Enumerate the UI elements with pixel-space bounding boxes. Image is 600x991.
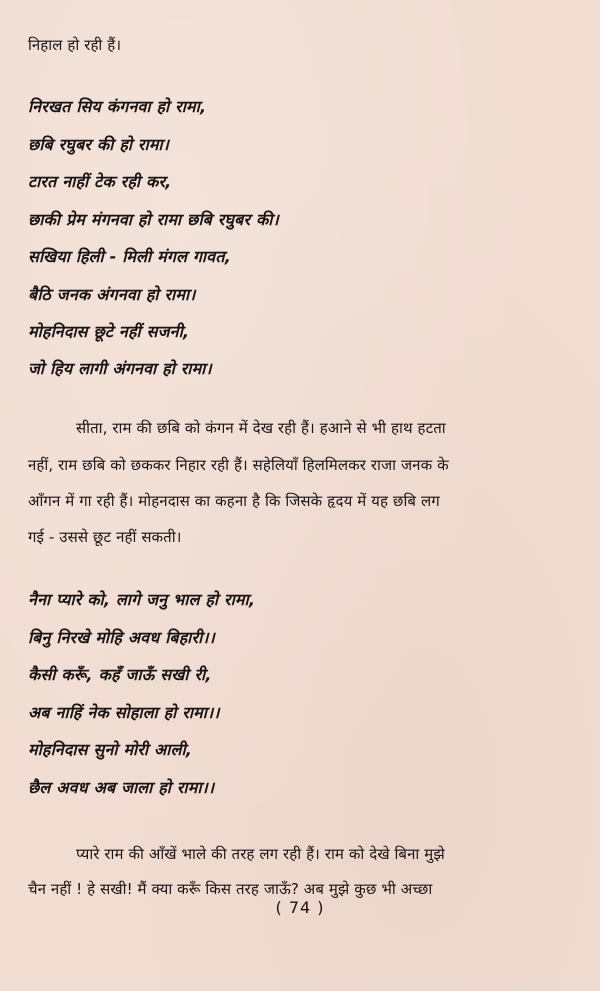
verse-line: बिनु निरखे मोहि अवध बिहारी।।	[28, 628, 215, 647]
verse-line: नैना प्यारे को, लागे जनु भाल हो रामा,	[28, 590, 256, 609]
verse-line: मोहनिदास सुनो मोरी आली,	[28, 740, 193, 759]
verse-line: बैठि जनक अंगनवा हो रामा।	[28, 285, 196, 304]
verse-line: छाकी प्रेम मंगनवा हो रामा छबि रघुबर की।	[28, 210, 279, 229]
prose-line: नहीं, राम छबि को छककर निहार रही हैं। सहेलियाँ हिलमिलकर राजा जनक के	[28, 456, 449, 474]
verse-line: जो हिय लागी अंगनवा हो रामा।	[28, 359, 212, 378]
page-number: ( 74 )	[275, 898, 325, 917]
verse-line: छबि रघुबर की हो रामा।	[28, 135, 169, 154]
prose-line: सीता, राम की छबि को कंगन में देख रही हैं। हआने से भी हाथ हटता	[76, 419, 446, 437]
verse-line: कैसी करूँ, कहँ जाऊँ सखी री,	[28, 665, 212, 684]
verse-line: टारत नाहीं टेक रही कर,	[28, 172, 172, 191]
verse-line: अब नाहिं नेक सोहाला हो रामा।।	[28, 703, 220, 722]
prose-line: आँगन में गा रही हैं। मोहनदास का कहना है कि जिसके हृदय में यह छबि लग	[28, 492, 440, 510]
prose-line: चैन नहीं ! हे सखी! मैं क्या करूँ किस तरह जाऊँ? अब मुझे कुछ भी अच्छा	[28, 880, 433, 898]
verse-line: निरखत सिय कंगनवा हो रामा,	[28, 97, 207, 116]
verse-line: सखिया हिली - मिली मंगल गावत,	[28, 247, 231, 266]
prose-line: गई - उससे छूट नहीं सकती।	[28, 528, 182, 546]
verse-line: मोहनिदास छूटे नहीं सजनी,	[28, 322, 190, 341]
prose-line: प्यारे राम की आँखें भाले की तरह लग रही हैं। राम को देखे बिना मुझे	[76, 845, 445, 863]
intro-line: निहाल हो रही हैं।	[28, 36, 122, 54]
verse-line: छैल अवध अब जाला हो रामा।।	[28, 778, 215, 797]
